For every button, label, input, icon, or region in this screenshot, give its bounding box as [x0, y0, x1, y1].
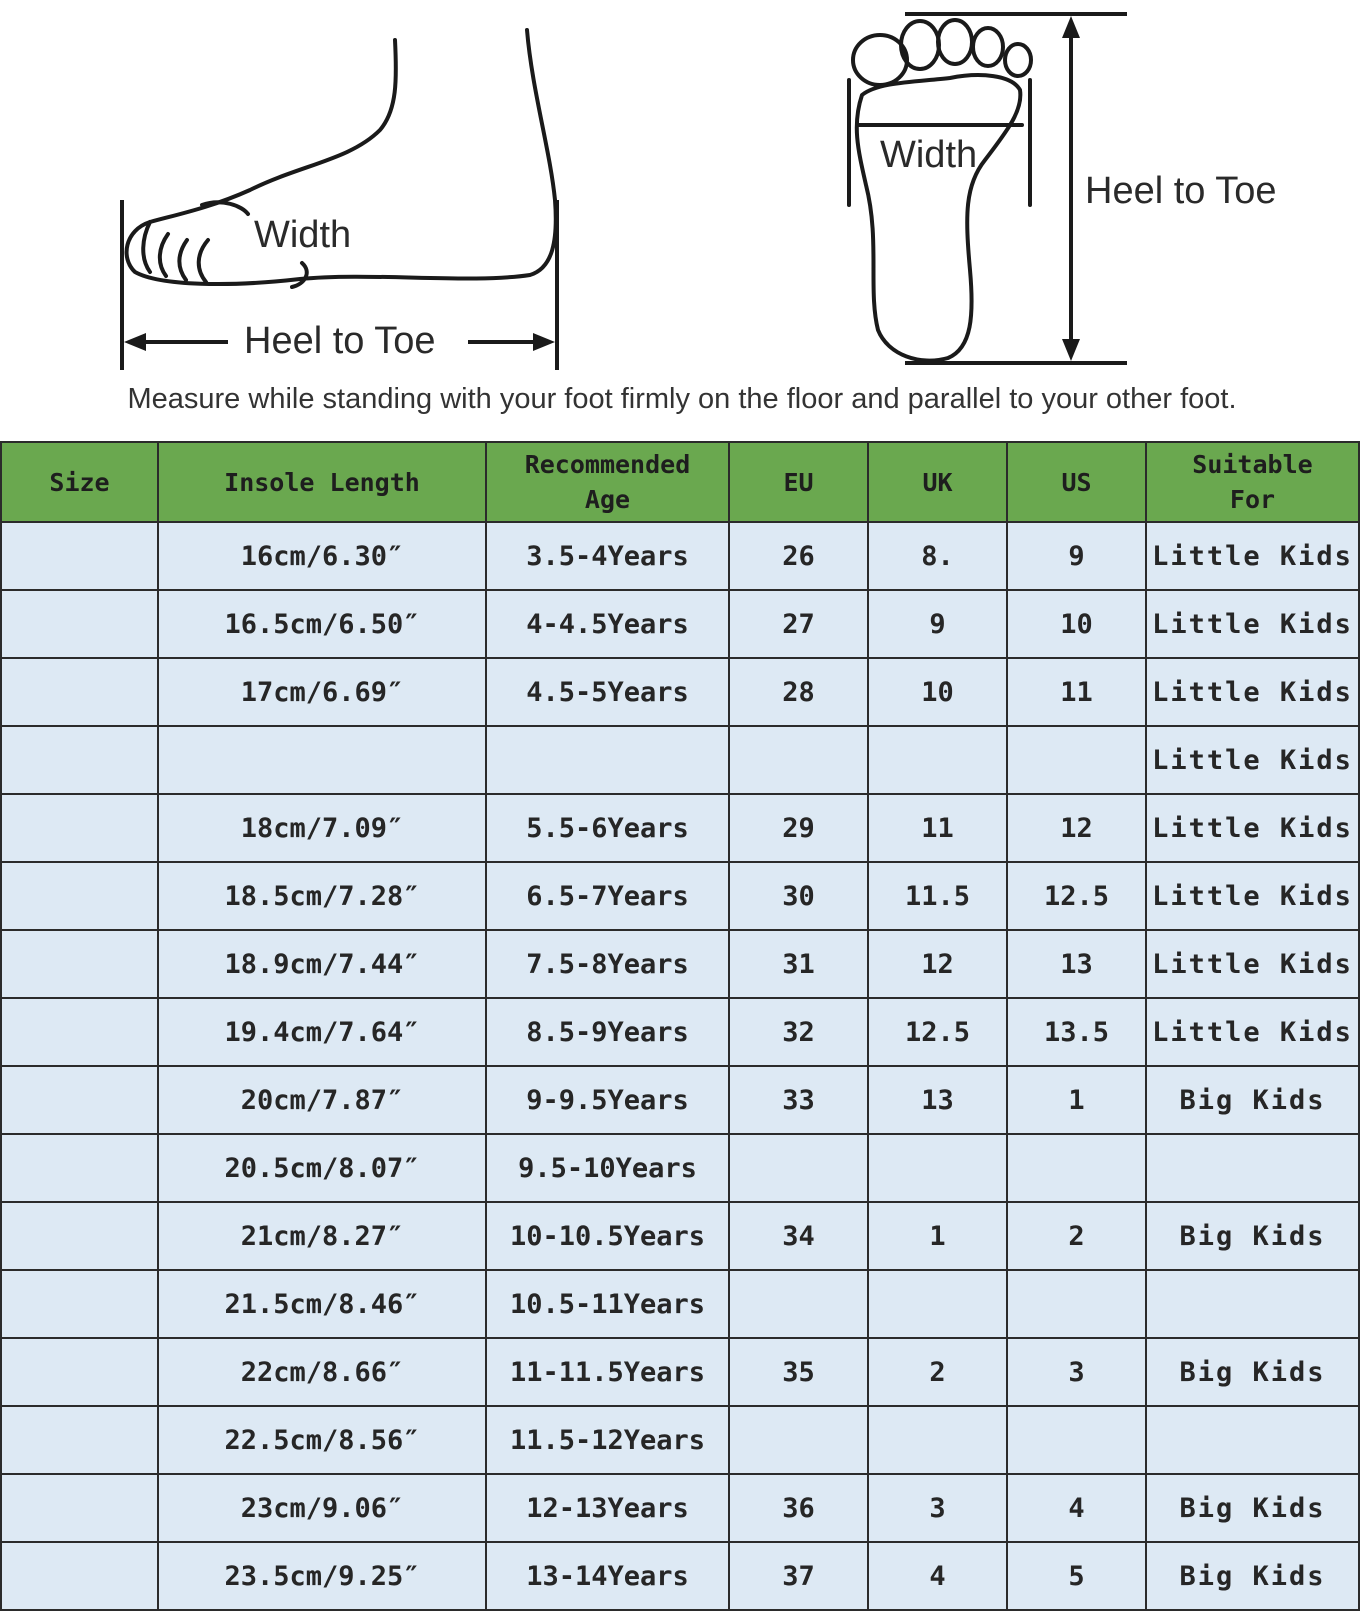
- cell-us: 1: [1007, 1066, 1146, 1134]
- cell-us: 9: [1007, 522, 1146, 590]
- cell-us: 2: [1007, 1202, 1146, 1270]
- cell-age: 9-9.5Years: [486, 1066, 729, 1134]
- cell-eu: 32: [729, 998, 868, 1066]
- cell-age: 6.5-7Years: [486, 862, 729, 930]
- header-recommended-age-line1: Recommended: [524, 450, 691, 479]
- table-row: [1, 1270, 1359, 1338]
- cell-insole-length: 16.5cm/6.50″: [158, 590, 486, 658]
- cell-us: 4: [1007, 1474, 1146, 1542]
- cell-eu: 28: [729, 658, 868, 726]
- cell-size: [1, 658, 158, 726]
- cell-size: [1, 1270, 158, 1338]
- cell-suitable-for: Little Kids: [1146, 522, 1359, 590]
- cell-size: [1, 1338, 158, 1406]
- cell-uk: 8.: [868, 522, 1007, 590]
- cell-age: 10-10.5Years: [486, 1202, 729, 1270]
- cell-insole-length: 17cm/6.69″: [158, 658, 486, 726]
- cell-uk: 3: [868, 1474, 1007, 1542]
- cell-eu: 26: [729, 522, 868, 590]
- cell-us: 10: [1007, 590, 1146, 658]
- table-row: [1, 1474, 1359, 1542]
- cell-suitable-for: Little Kids: [1146, 930, 1359, 998]
- cell-suitable-for: Big Kids: [1146, 1542, 1359, 1610]
- cell-suitable-for: Little Kids: [1146, 862, 1359, 930]
- table-row: [1, 590, 1359, 658]
- cell-age: 4-4.5Years: [486, 590, 729, 658]
- cell-us: [1007, 1134, 1146, 1202]
- sole-view-foot-icon: [849, 20, 1031, 361]
- cell-size: [1, 522, 158, 590]
- cell-insole-length: 22.5cm/8.56″: [158, 1406, 486, 1474]
- cell-suitable-for: Little Kids: [1146, 794, 1359, 862]
- cell-age: 9.5-10Years: [486, 1134, 729, 1202]
- cell-insole-length: 18.5cm/7.28″: [158, 862, 486, 930]
- cell-insole-length: 23.5cm/9.25″: [158, 1542, 486, 1610]
- cell-uk: 12: [868, 930, 1007, 998]
- cell-size: [1, 1474, 158, 1542]
- cell-size: [1, 590, 158, 658]
- table-row: [1, 658, 1359, 726]
- cell-size: [1, 1134, 158, 1202]
- cell-eu: 33: [729, 1066, 868, 1134]
- header-suitable-for-line2: For: [1229, 485, 1276, 514]
- cell-suitable-for: Big Kids: [1146, 1202, 1359, 1270]
- cell-age: 13-14Years: [486, 1542, 729, 1610]
- cell-us: 13.5: [1007, 998, 1146, 1066]
- cell-age: 8.5-9Years: [486, 998, 729, 1066]
- header-insole-length: Insole Length: [158, 442, 486, 522]
- cell-eu: 37: [729, 1542, 868, 1610]
- cell-uk: [868, 726, 1007, 794]
- cell-uk: [868, 1134, 1007, 1202]
- cell-age: 11-11.5Years: [486, 1338, 729, 1406]
- cell-eu: [729, 1406, 868, 1474]
- cell-suitable-for: Little Kids: [1146, 658, 1359, 726]
- cell-insole-length: 20cm/7.87″: [158, 1066, 486, 1134]
- cell-size: [1, 726, 158, 794]
- table-row: [1, 930, 1359, 998]
- header-row: [1, 442, 1359, 522]
- cell-insole-length: 19.4cm/7.64″: [158, 998, 486, 1066]
- cell-eu: 36: [729, 1474, 868, 1542]
- header-uk: UK: [868, 442, 1007, 522]
- cell-age: 5.5-6Years: [486, 794, 729, 862]
- cell-age: 11.5-12Years: [486, 1406, 729, 1474]
- cell-uk: [868, 1270, 1007, 1338]
- cell-uk: 2: [868, 1338, 1007, 1406]
- cell-eu: 29: [729, 794, 868, 862]
- cell-uk: 1: [868, 1202, 1007, 1270]
- side-heel-to-toe-label: Heel to Toe: [244, 320, 436, 362]
- header-recommended-age-line2: Age: [584, 485, 631, 514]
- cell-suitable-for: [1146, 1270, 1359, 1338]
- cell-suitable-for: Big Kids: [1146, 1338, 1359, 1406]
- cell-insole-length: 21.5cm/8.46″: [158, 1270, 486, 1338]
- cell-insole-length: [158, 726, 486, 794]
- table-row: [1, 1406, 1359, 1474]
- cell-uk: [868, 1406, 1007, 1474]
- table-row: [1, 998, 1359, 1066]
- cell-suitable-for: Little Kids: [1146, 726, 1359, 794]
- cell-eu: 35: [729, 1338, 868, 1406]
- cell-eu: 27: [729, 590, 868, 658]
- table-row: [1, 1202, 1359, 1270]
- cell-uk: 9: [868, 590, 1007, 658]
- cell-uk: 12.5: [868, 998, 1007, 1066]
- cell-size: [1, 794, 158, 862]
- cell-age: 4.5-5Years: [486, 658, 729, 726]
- cell-us: [1007, 1406, 1146, 1474]
- header-suitable-for: [1146, 442, 1359, 522]
- cell-age: 3.5-4Years: [486, 522, 729, 590]
- cell-size: [1, 1202, 158, 1270]
- cell-suitable-for: Little Kids: [1146, 998, 1359, 1066]
- cell-uk: 4: [868, 1542, 1007, 1610]
- cell-size: [1, 998, 158, 1066]
- cell-eu: [729, 726, 868, 794]
- cell-eu: 34: [729, 1202, 868, 1270]
- table-row: [1, 862, 1359, 930]
- sole-width-label: Width: [880, 134, 978, 176]
- cell-insole-length: 18cm/7.09″: [158, 794, 486, 862]
- cell-insole-length: 16cm/6.30″: [158, 522, 486, 590]
- foot-measurement-diagram: [0, 0, 1364, 430]
- cell-suitable-for: Little Kids: [1146, 590, 1359, 658]
- size-chart-header: [1, 442, 1359, 522]
- header-size: Size: [1, 442, 158, 522]
- cell-uk: 13: [868, 1066, 1007, 1134]
- cell-suitable-for: [1146, 1406, 1359, 1474]
- cell-us: 13: [1007, 930, 1146, 998]
- cell-uk: 11.5: [868, 862, 1007, 930]
- table-row: [1, 794, 1359, 862]
- cell-insole-length: 20.5cm/8.07″: [158, 1134, 486, 1202]
- cell-insole-length: 22cm/8.66″: [158, 1338, 486, 1406]
- cell-size: [1, 1406, 158, 1474]
- cell-age: 12-13Years: [486, 1474, 729, 1542]
- cell-us: 5: [1007, 1542, 1146, 1610]
- cell-eu: 31: [729, 930, 868, 998]
- cell-uk: 10: [868, 658, 1007, 726]
- header-eu: EU: [729, 442, 868, 522]
- cell-insole-length: 21cm/8.27″: [158, 1202, 486, 1270]
- table-row: [1, 1134, 1359, 1202]
- header-suitable-for-line1: Suitable: [1192, 450, 1313, 479]
- size-chart-table: [0, 441, 1360, 1611]
- cell-age: 7.5-8Years: [486, 930, 729, 998]
- cell-uk: 11: [868, 794, 1007, 862]
- size-chart-body: [1, 522, 1359, 1610]
- measurement-instruction: Measure while standing with your foot firmly on the floor and parallel to your other foot.: [127, 383, 1237, 415]
- cell-us: 12.5: [1007, 862, 1146, 930]
- cell-insole-length: 23cm/9.06″: [158, 1474, 486, 1542]
- header-us: US: [1007, 442, 1146, 522]
- cell-eu: 30: [729, 862, 868, 930]
- cell-us: 3: [1007, 1338, 1146, 1406]
- cell-suitable-for: [1146, 1134, 1359, 1202]
- table-row: [1, 522, 1359, 590]
- cell-suitable-for: Big Kids: [1146, 1474, 1359, 1542]
- header-recommended-age: [486, 442, 729, 522]
- cell-us: [1007, 1270, 1146, 1338]
- cell-eu: [729, 1270, 868, 1338]
- table-row: [1, 1066, 1359, 1134]
- foot-illustrations: [0, 0, 1364, 430]
- cell-size: [1, 930, 158, 998]
- table-row: [1, 1338, 1359, 1406]
- side-width-label: Width: [254, 214, 352, 256]
- cell-size: [1, 1066, 158, 1134]
- sole-heel-to-toe-label: Heel to Toe: [1085, 170, 1277, 212]
- table-row: [1, 726, 1359, 794]
- cell-size: [1, 862, 158, 930]
- cell-insole-length: 18.9cm/7.44″: [158, 930, 486, 998]
- cell-age: [486, 726, 729, 794]
- cell-us: 11: [1007, 658, 1146, 726]
- cell-eu: [729, 1134, 868, 1202]
- cell-us: [1007, 726, 1146, 794]
- cell-us: 12: [1007, 794, 1146, 862]
- cell-age: 10.5-11Years: [486, 1270, 729, 1338]
- cell-suitable-for: Big Kids: [1146, 1066, 1359, 1134]
